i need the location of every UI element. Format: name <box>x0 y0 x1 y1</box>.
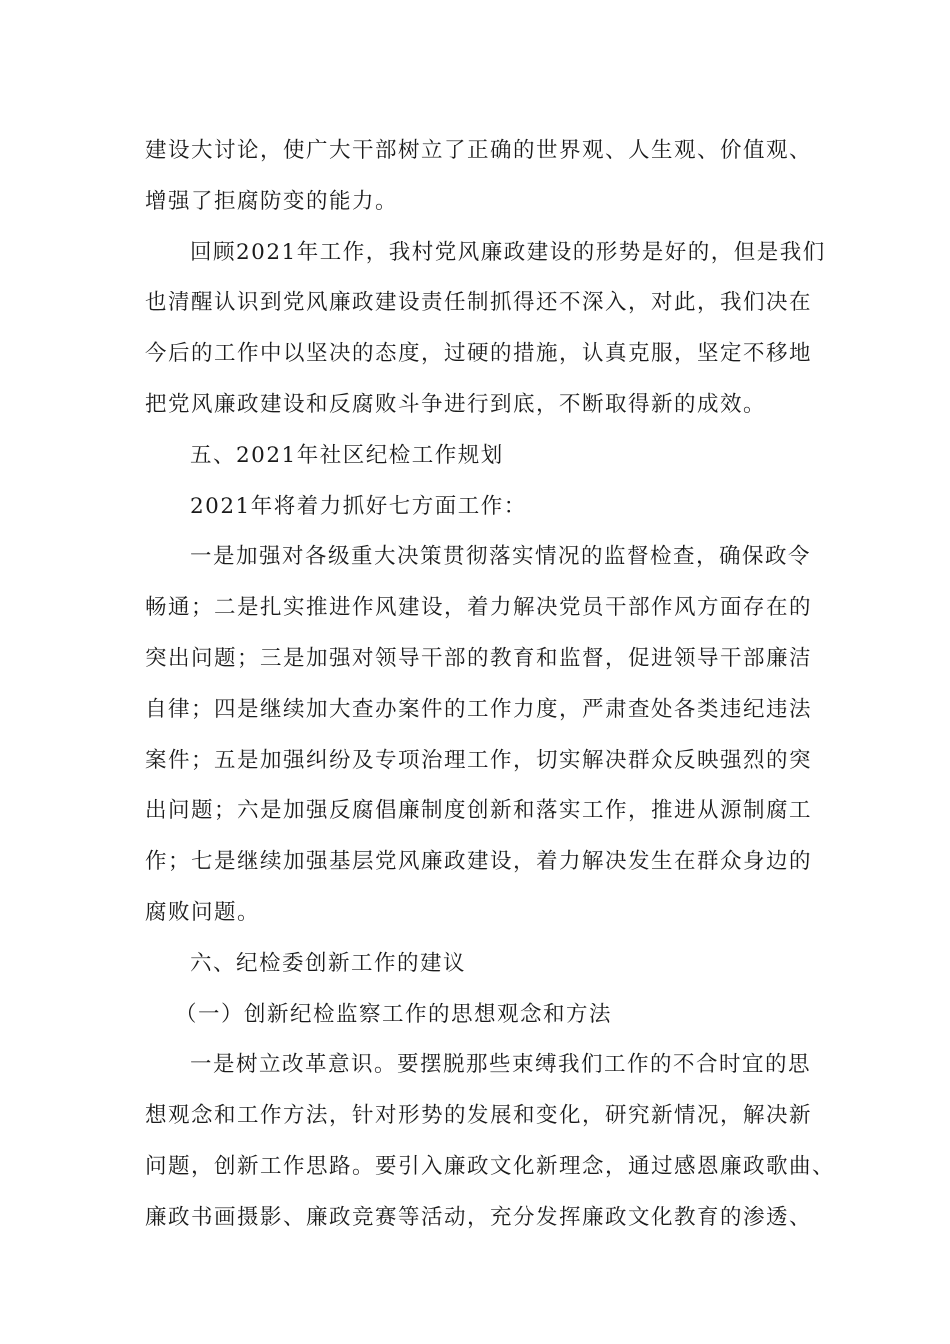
text-line: 自律；四是继续加大查办案件的工作力度，严肃查处各类违纪违法 <box>145 696 813 722</box>
text-line: 作；七是继续加强基层党风廉政建设，着力解决发生在群众身边的 <box>145 849 813 875</box>
section-heading-5: 五、2021年社区纪检工作规划 <box>190 442 504 468</box>
paragraph-start-line: 2021年将着力抓好七方面工作： <box>190 493 527 519</box>
paragraph-start-line: 一是加强对各级重大决策贯彻落实情况的监督检查，确保政令 <box>190 544 812 570</box>
text-line: 增强了拒腐防变的能力。 <box>145 188 399 214</box>
text-line: 想观念和工作方法，针对形势的发展和变化，研究新情况，解决新 <box>145 1103 813 1129</box>
text-line: 畅通；二是扎实推进作风建设，着力解决党员干部作风方面存在的 <box>145 595 813 621</box>
text-line: 问题，创新工作思路。要引入廉政文化新理念，通过感恩廉政歌曲、 <box>145 1153 836 1179</box>
text-line: 也清醒认识到党风廉政建设责任制抓得还不深入，对此，我们决在 <box>145 290 813 316</box>
text-line: 把党风廉政建设和反腐败斗争进行到底，不断取得新的成效。 <box>145 391 767 417</box>
document-body <box>145 129 836 1247</box>
text-line: 今后的工作中以坚决的态度，过硬的措施，认真克服，坚定不移地 <box>145 341 813 367</box>
text-line: 突出问题；三是加强对领导干部的教育和监督，促进领导干部廉洁 <box>145 645 813 671</box>
text-line: 出问题；六是加强反腐倡廉制度创新和落实工作，推进从源制腐工 <box>145 798 813 824</box>
text-line: 案件；五是加强纠纷及专项治理工作，切实解决群众反映强烈的突 <box>145 747 813 773</box>
text-line: 建设大讨论，使广大干部树立了正确的世界观、人生观、价值观、 <box>145 138 813 163</box>
paragraph-start-line: 回顾2021年工作，我村党风廉政建设的形势是好的，但是我们 <box>190 239 826 265</box>
text-line: 廉政书画摄影、廉政竞赛等活动，充分发挥廉政文化教育的渗透、 <box>145 1204 813 1230</box>
text-line: 腐败问题。 <box>145 899 261 925</box>
paragraph-start-line: 一是树立改革意识。要摆脱那些束缚我们工作的不合时宜的思 <box>190 1052 812 1078</box>
section-heading-6: 六、纪检委创新工作的建议 <box>190 950 467 976</box>
subsection-heading-1: （一）创新纪检监察工作的思想观念和方法 <box>175 1001 613 1027</box>
